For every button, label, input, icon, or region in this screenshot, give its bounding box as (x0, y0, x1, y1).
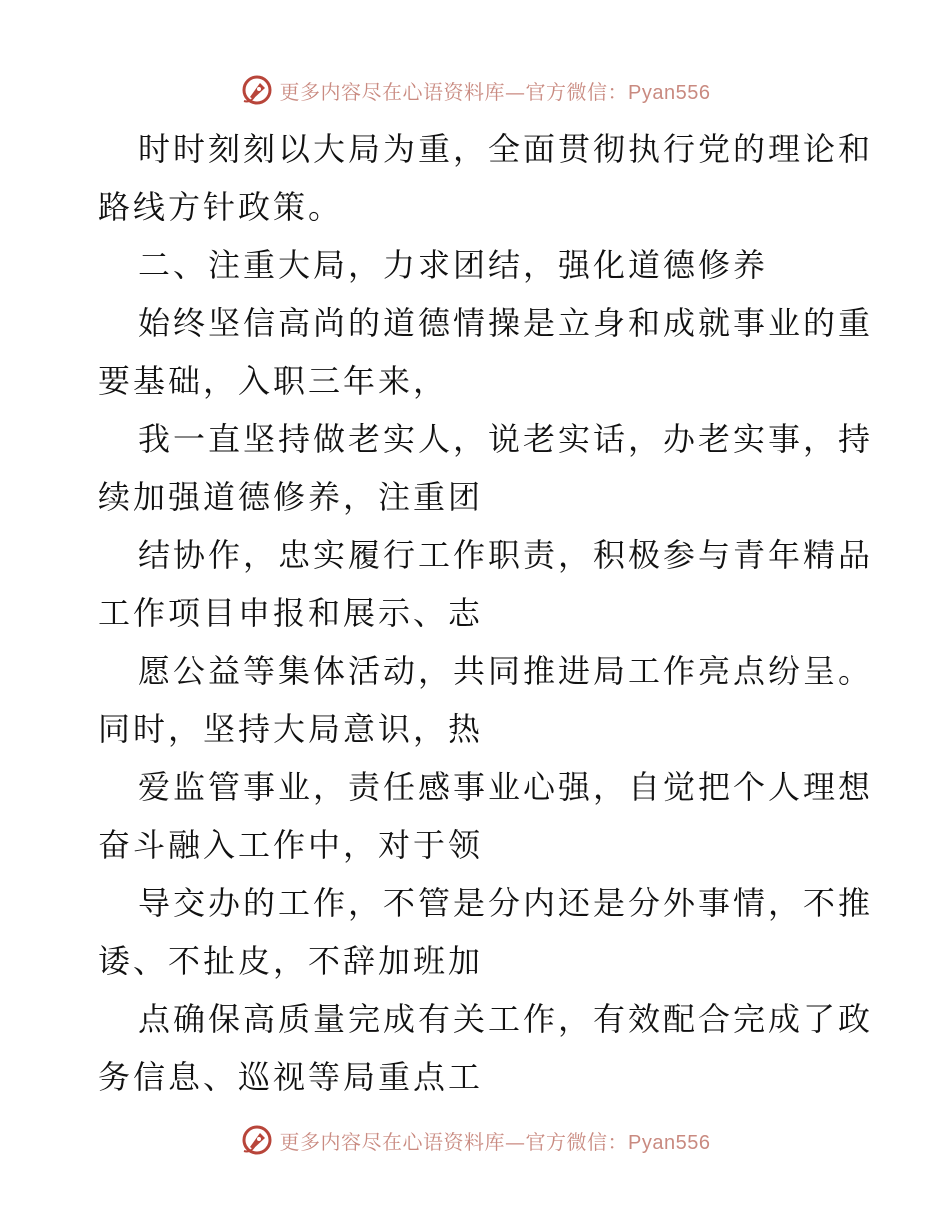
body-line: 路线方针政策。 (98, 188, 344, 226)
body-line: 务信息、巡视等局重点工 (98, 1058, 484, 1096)
header-banner (0, 70, 950, 110)
pen-nib-circle-icon (240, 1123, 274, 1157)
body-line: 时时刻刻以大局为重，全面贯彻执行党的理论和 (138, 130, 874, 168)
body-line: 奋斗融入工作中，对于领 (98, 826, 484, 864)
body-line: 工作项目申报和展示、志 (98, 594, 484, 632)
body-line: 要基础，入职三年来， (98, 362, 449, 400)
document-body (98, 120, 874, 1106)
body-line: 始终坚信高尚的道德情操是立身和成就事业的重 (138, 304, 874, 342)
section-heading: 二、注重大局，力求团结，强化道德修养 (138, 246, 769, 284)
body-line: 我一直坚持做老实人，说老实话，办老实事，持 (138, 420, 874, 458)
body-line: 同时，坚持大局意识，热 (98, 710, 484, 748)
body-line: 愿公益等集体活动，共同推进局工作亮点纷呈。 (138, 652, 874, 690)
header-banner-text: 更多内容尽在心语资料库—官方微信：Pyan556 (279, 79, 711, 104)
footer-banner (0, 1120, 950, 1160)
body-line: 点确保高质量完成有关工作，有效配合完成了政 (138, 1000, 874, 1038)
header-wechat-handle: Pyan556 (628, 81, 711, 104)
body-line: 续加强道德修养，注重团 (98, 478, 484, 516)
pen-nib-circle-icon (240, 73, 274, 107)
body-line: 诿、不扯皮，不辞加班加 (98, 942, 484, 980)
body-line: 导交办的工作，不管是分内还是分外事情，不推 (138, 884, 874, 922)
body-line: 结协作，忠实履行工作职责，积极参与青年精品 (138, 536, 874, 574)
footer-wechat-handle: Pyan556 (628, 1131, 711, 1154)
body-line: 爱监管事业，责任感事业心强，自觉把个人理想 (138, 768, 874, 806)
footer-banner-text: 更多内容尽在心语资料库—官方微信：Pyan556 (279, 1129, 711, 1154)
